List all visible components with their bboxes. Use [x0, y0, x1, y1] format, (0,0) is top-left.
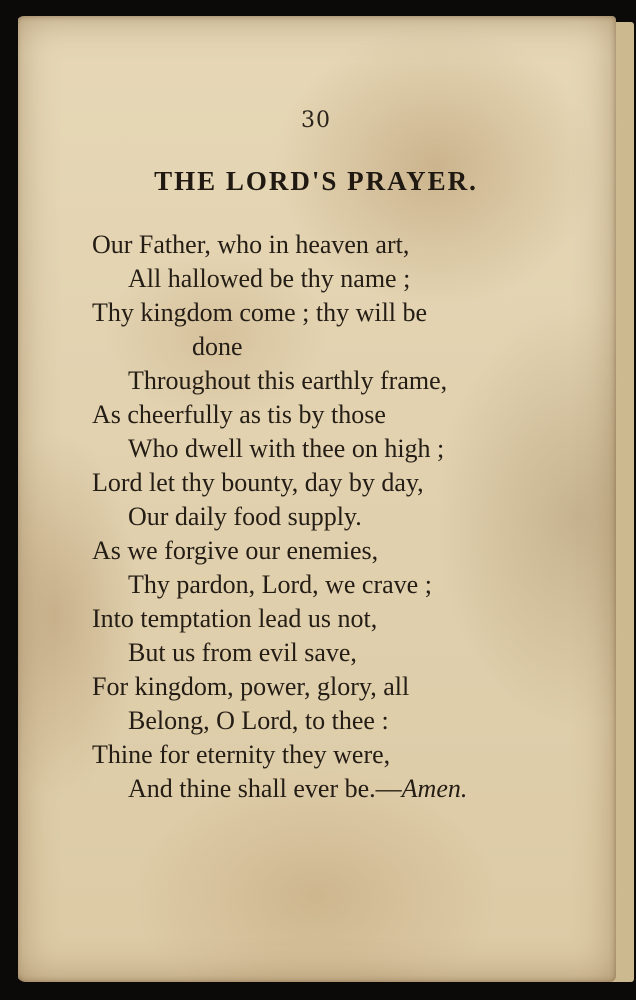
- prayer-line: Thy pardon, Lord, we crave ;: [128, 570, 432, 599]
- last-line-text: And thine shall ever be.—: [128, 774, 402, 803]
- prayer-line: Lord let thy bounty, day by day,: [92, 468, 424, 497]
- binding-shadow: [0, 0, 18, 1000]
- prayer-line: done: [192, 332, 243, 361]
- page-number: 30: [301, 108, 331, 133]
- page-title: THE LORD'S PRAYER.: [154, 166, 478, 196]
- prayer-line: Our Father, who in heaven art,: [92, 230, 410, 259]
- book-page: [16, 16, 616, 982]
- prayer-line: As we forgive our enemies,: [92, 536, 379, 565]
- prayer-line: Throughout this earthly frame,: [128, 366, 448, 395]
- prayer-line: But us from evil save,: [128, 638, 357, 667]
- prayer-line: Belong, O Lord, to thee :: [128, 706, 389, 735]
- prayer-line: For kingdom, power, glory, all: [92, 672, 410, 701]
- amen-word: Amen.: [401, 774, 468, 803]
- prayer-line: Thine for eternity they were,: [92, 740, 391, 769]
- prayer-line: As cheerfully as tis by those: [92, 400, 386, 429]
- prayer-line: Into temptation lead us not,: [92, 604, 378, 633]
- prayer-line: All hallowed be thy name ;: [128, 264, 411, 293]
- prayer-line: Our daily food supply.: [128, 502, 362, 531]
- prayer-line: Who dwell with thee on high ;: [128, 434, 445, 463]
- prayer-line: Thy kingdom come ; thy will be: [92, 298, 428, 327]
- prayer-text: [92, 228, 602, 806]
- prayer-last-line: [92, 772, 602, 806]
